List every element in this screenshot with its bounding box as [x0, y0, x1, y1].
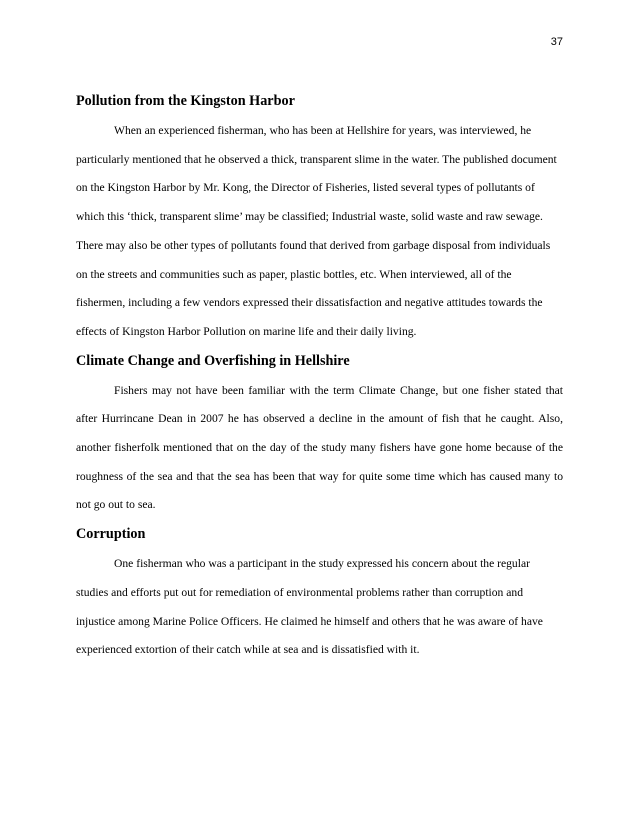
section-heading-climate-change: Climate Change and Overfishing in Hellshire [76, 352, 350, 369]
page-number: 37 [550, 36, 563, 48]
document-body [76, 90, 563, 665]
section-paragraph-pollution: When an experienced fisherman, who has been at Hellshire for years, was interviewed, he particularly mentioned that he observed a thick, transparent slime in the water. The published document on the Kingston Harbor by Mr. Kong, the Director of Fisheries, listed several types of pollutants of which this ‘thick, transparent slime’ may be classified; Industrial waste, solid waste and raw sewage. There may also be other types of pollutants found that derived from garbage disposal from individuals on the streets and communities such as paper, plastic bottles, etc. When interviewed, all of the fishermen, including a few vendors expressed their dissatisfaction and negative attitudes towards the effects of Kingston Harbor Pollution on marine life and their daily living. [76, 124, 557, 338]
section-heading-pollution: Pollution from the Kingston Harbor [76, 93, 295, 109]
section-paragraph-climate-change: Fishers may not have been familiar with the term Climate Change, but one fisher stated that after Hurrincane Dean in 2007 he has observed a decline in the amount of fish that he caught. Also, another fisherfolk mentioned that on the day of the study many fishers have gone home because of the roughness of the sea and that the sea has been that way for quite some time which has caused many to not go out to sea. [76, 383, 563, 512]
section-paragraph-corruption: One fisherman who was a participant in the study expressed his concern about the regular studies and efforts put out for remediation of environmental problems rather than corruption and injustice among Marine Police Officers. He claimed he himself and others that he was aware of have experienced extortion of their catch while at sea and is dissatisfied with it. [76, 557, 543, 657]
section-heading-corruption: Corruption [76, 526, 146, 543]
